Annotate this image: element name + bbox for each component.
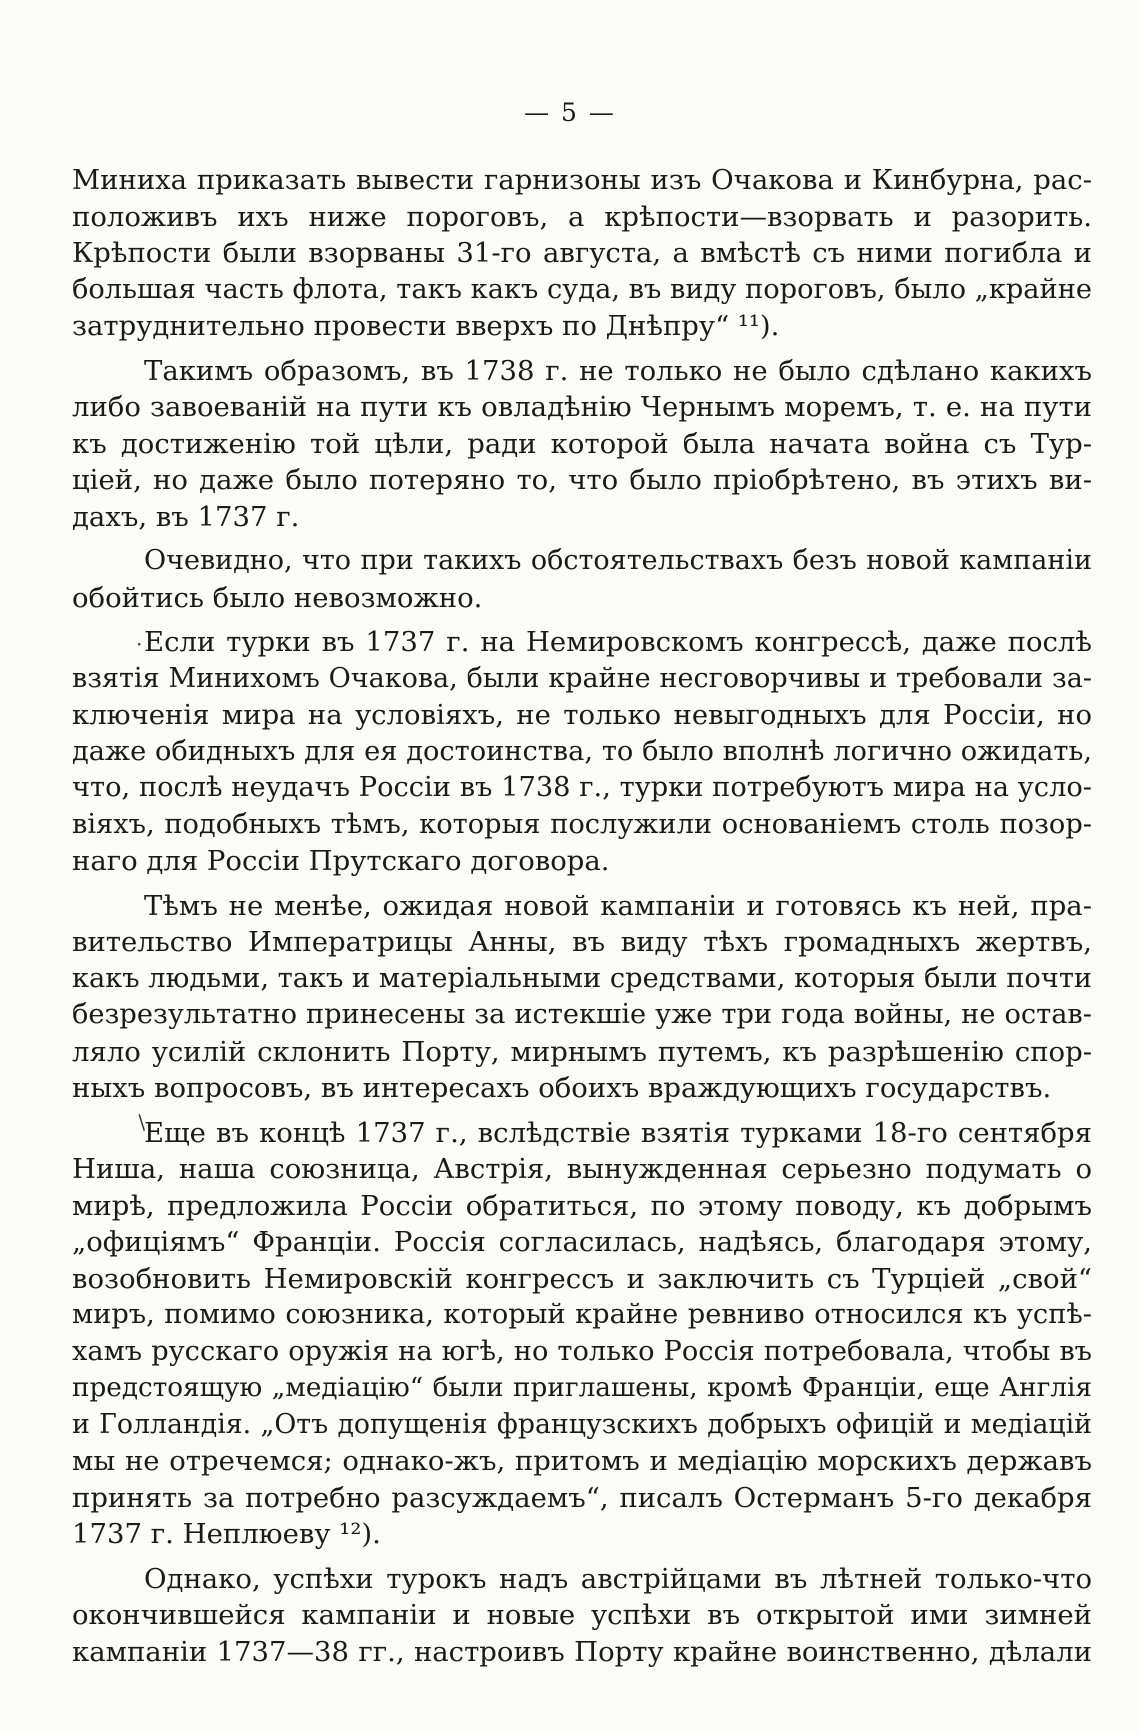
text-line: окончившейся кампаніи и новые успѣхи въ открытой ими зимней	[72, 1599, 1092, 1631]
text-line: затруднительно провести вверхъ по Днѣпру“ ¹¹).	[72, 310, 780, 342]
text-line: мы не отречемся; однако-жъ, притомъ и медіацію морскихъ державъ	[72, 1445, 1092, 1477]
print-speck-mark: ·	[136, 632, 143, 656]
text-line: Миниха приказать вывести гарнизоны изъ Очакова и Кинбурна, рас-	[72, 164, 1092, 196]
text-line: обойтись было невозможно.	[72, 581, 483, 614]
text-line: миръ, помимо союзника, который крайне ревниво относился къ успѣ-	[72, 1299, 1092, 1330]
paragraph-5	[72, 888, 1092, 1107]
paragraph-3	[72, 543, 1092, 616]
text-line: что, послѣ неудачъ Россіи въ 1738 г., турки потребуютъ мира на усло-	[72, 772, 1092, 803]
paragraph-4	[72, 624, 1092, 880]
text-line: Очевидно, что при такихъ обстоятельствахъ безъ новой кампаніи	[144, 545, 1092, 576]
text-line: Еще въ концѣ 1737 г., вслѣдствіе взятія турками 18-го сентября	[144, 1116, 1092, 1149]
text-line: положивъ ихъ ниже пороговъ, а крѣпости—взорвать и разорить.	[72, 200, 1092, 233]
text-line: Такимъ образомъ, въ 1738 г. не только не было сдѣлано какихъ	[144, 354, 1092, 387]
text-line: ляло усилій склонить Порту, мирнымъ путемъ, къ разрѣшенію спор-	[72, 1035, 1092, 1068]
page-number: — 5 —	[524, 98, 616, 127]
text-line: Крѣпости были взорваны 31-го августа, а вмѣстѣ съ ними погибла и	[72, 237, 1092, 269]
text-line: ключенія мира на условіяхъ, не только невыгодныхъ для Россіи, но	[72, 699, 1092, 731]
text-line: „офиціямъ“ Франціи. Россія согласилась, надѣясь, благодаря этому,	[72, 1226, 1092, 1258]
text-line: какъ людьми, такъ и матеріальными средствами, которыя были почти	[72, 962, 1093, 994]
text-line: Если турки въ 1737 г. на Немировскомъ конгрессѣ, даже послѣ	[144, 626, 1092, 658]
text-line: хамъ русскаго оружія на югѣ, но только Россія потребовала, чтобы въ	[72, 1335, 1092, 1367]
text-line: Однако, успѣхи турокъ надъ австрійцами въ лѣтней только-что	[144, 1562, 1092, 1595]
body-text	[72, 162, 1092, 1678]
text-line: наго для Россіи Прутскаго договора.	[72, 845, 610, 877]
paragraph-7	[72, 1561, 1092, 1671]
text-line: къ достиженію той цѣли, ради которой была начата война съ Тур-	[72, 427, 1092, 460]
text-line: дахъ, въ 1737 г.	[72, 500, 300, 533]
text-line: Ниша, наша союзница, Австрія, вынужденная серьезно подумать о	[72, 1153, 1092, 1185]
text-line: вительство Императрицы Анны, въ виду тѣхъ громадныхъ жертвъ,	[72, 926, 1092, 958]
text-line: ціей, но даже было потеряно то, что было пріобрѣтено, въ этихъ ви-	[72, 464, 1092, 496]
paragraph-1	[72, 162, 1092, 345]
text-line: ныхъ вопросовъ, въ интересахъ обоихъ враждующихъ государствъ.	[72, 1072, 1052, 1104]
text-line: предстоящую „медіацію“ были приглашены, кромѣ Франціи, еще Англія	[72, 1373, 1092, 1403]
text-line: взятія Минихомъ Очакова, были крайне несговорчивы и требовали за-	[72, 662, 1092, 694]
text-line: 1737 г. Неплюеву ¹²).	[72, 1518, 381, 1550]
paragraph-2	[72, 353, 1092, 536]
text-line: даже обидныхъ для ея достоинства, то было вполнѣ логично ожидать,	[72, 735, 1092, 767]
text-line: либо завоеваній на пути къ овладѣнію Чернымъ моремъ, т. е. на пути	[72, 391, 1092, 423]
text-line: кампаніи 1737—38 гг., настроивъ Порту крайне воинственно, дѣлали	[72, 1635, 1092, 1668]
text-line: Тѣмъ не менѣе, ожидая новой кампаніи и готовясь къ ней, пра-	[144, 889, 1092, 922]
text-line: мирѣ, предложила Россіи обратиться, по этому поводу, къ добрымъ	[72, 1189, 1092, 1222]
text-line: большая часть флота, такъ какъ суда, въ виду пороговъ, было „крайне	[72, 273, 1092, 305]
pencil-tick-mark: /	[131, 1110, 152, 1134]
text-line: принять за потребно разсуждаемъ“, писалъ Остерманъ 5-го декабря	[72, 1481, 1092, 1514]
text-line: возобновить Немировскій конгрессъ и заключить съ Турціей „свой“	[72, 1262, 1092, 1295]
text-line: віяхъ, подобныхъ тѣмъ, которыя послужили основаніемъ столь позор-	[72, 808, 1092, 840]
text-line: и Голландія. „Отъ допущенія французскихъ добрыхъ офицій и медіацій	[72, 1408, 1092, 1440]
paragraph-6	[72, 1115, 1092, 1553]
text-line: безрезультатно принесены за истекшіе уже три года войны, не остав-	[72, 999, 1092, 1030]
